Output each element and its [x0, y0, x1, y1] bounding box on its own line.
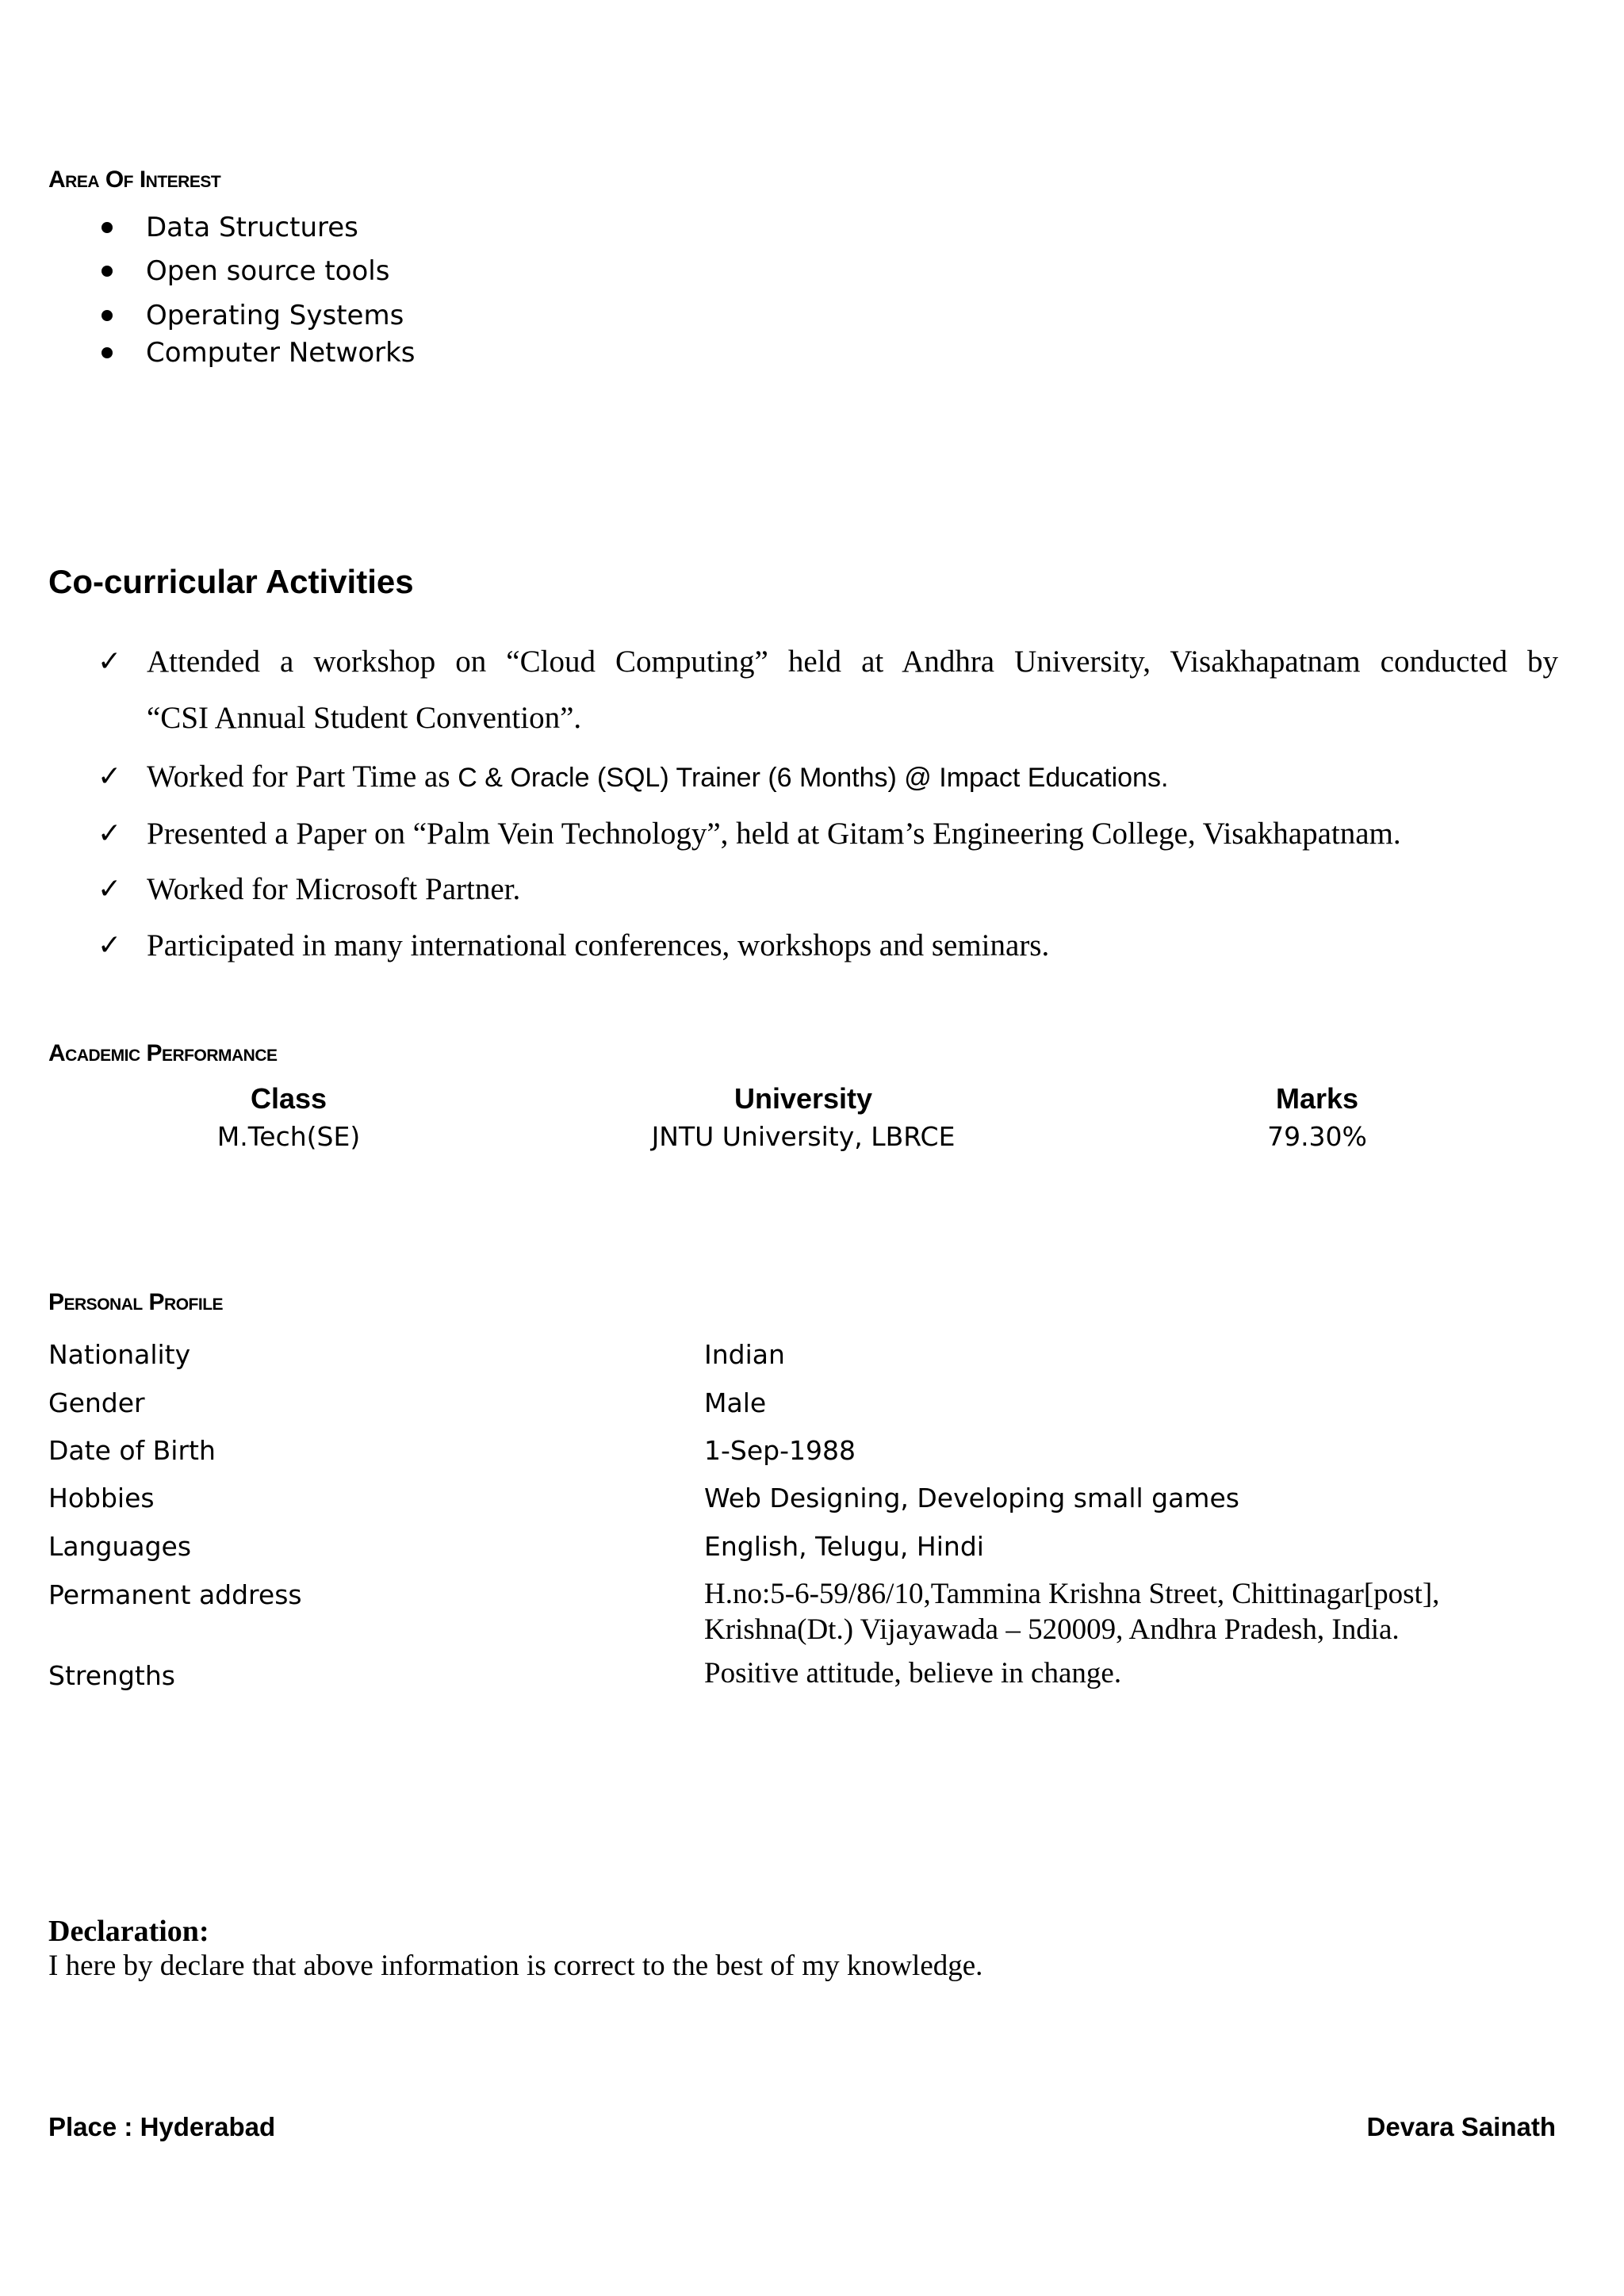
- list-item: [98, 760, 1169, 794]
- list-item: [98, 872, 521, 906]
- co-curricular-heading: Co-curricular Activities: [48, 563, 414, 600]
- activity-text-sans: C & Oracle (SQL) Trainer (6 Months) @ Impact Educations.: [458, 763, 1169, 793]
- profile-value-address-line2: Krishna(Dt.) Vijayawada – 520009, Andhra Pradesh, India.: [704, 1613, 1400, 1646]
- area-of-interest-heading: Area Of Interest: [48, 166, 221, 193]
- bullet-icon: [102, 266, 113, 277]
- checkmark-icon: ✓: [98, 817, 122, 850]
- bullet-icon: [102, 310, 113, 321]
- activity-text: Worked for Microsoft Partner.: [147, 872, 521, 906]
- activity-text: Worked for Part Time as: [147, 760, 458, 794]
- profile-value: English, Telugu, Hindi: [704, 1531, 984, 1562]
- interest-item: Computer Networks: [146, 337, 416, 369]
- list-item: [98, 817, 1401, 851]
- checkmark-icon: ✓: [98, 645, 122, 678]
- declaration-heading: Declaration:: [48, 1915, 209, 1948]
- personal-profile-heading: Personal Profile: [48, 1289, 224, 1315]
- profile-value: Indian: [704, 1339, 785, 1370]
- bullet-icon: [102, 222, 113, 233]
- list-item: [98, 928, 1050, 962]
- profile-label: Permanent address: [48, 1579, 302, 1610]
- table-cell: 79.30%: [1267, 1121, 1367, 1152]
- bullet-icon: [102, 347, 113, 358]
- table-header-marks: Marks: [1275, 1082, 1359, 1115]
- profile-label: Date of Birth: [48, 1435, 216, 1466]
- profile-value: Web Designing, Developing small games: [704, 1483, 1239, 1513]
- place: Place : Hyderabad: [48, 2112, 276, 2141]
- interest-item: Open source tools: [146, 255, 390, 287]
- activity-text: Attended a workshop on “Cloud Computing” held at Andhra University, Visakhapatnam conducted by: [147, 645, 1558, 679]
- table-cell: M.Tech(SE): [216, 1121, 361, 1152]
- profile-value: 1-Sep-1988: [704, 1435, 856, 1466]
- list-item: [146, 255, 390, 287]
- profile-value: Positive attitude, believe in change.: [704, 1657, 1122, 1689]
- checkmark-icon: ✓: [98, 929, 122, 962]
- activity-text-continued: “CSI Annual Student Convention”.: [147, 701, 582, 735]
- interest-item: Operating Systems: [146, 300, 404, 331]
- profile-label: Languages: [48, 1531, 192, 1562]
- interest-item: Data Structures: [146, 212, 358, 243]
- profile-label: Hobbies: [48, 1483, 155, 1513]
- table-header-university: University: [733, 1082, 873, 1115]
- profile-value: Male: [704, 1387, 767, 1418]
- profile-label: Strengths: [48, 1660, 175, 1691]
- table-header-class: Class: [250, 1082, 327, 1115]
- activity-text: Presented a Paper on “Palm Vein Technology”, held at Gitam’s Engineering College, Visakhapatnam.: [147, 817, 1401, 851]
- table-cell: JNTU University, LBRCE: [651, 1121, 956, 1152]
- checkmark-icon: ✓: [98, 760, 122, 793]
- list-item: [146, 302, 404, 329]
- profile-value-address-line1: H.no:5-6-59/86/10,Tammina Krishna Street, Chittinagar[post],: [704, 1578, 1440, 1610]
- checkmark-icon: ✓: [98, 873, 122, 905]
- activity-text: Participated in many international conferences, workshops and seminars.: [147, 928, 1050, 962]
- list-item: [146, 214, 358, 241]
- profile-label: Gender: [48, 1387, 145, 1418]
- profile-label: Nationality: [48, 1339, 191, 1370]
- list-item: [146, 337, 416, 369]
- declaration-text: I here by declare that above information is correct to the best of my knowledge.: [48, 1950, 983, 1982]
- signature-name: Devara Sainath: [1366, 2112, 1556, 2141]
- academic-performance-heading: Academic Performance: [48, 1040, 278, 1066]
